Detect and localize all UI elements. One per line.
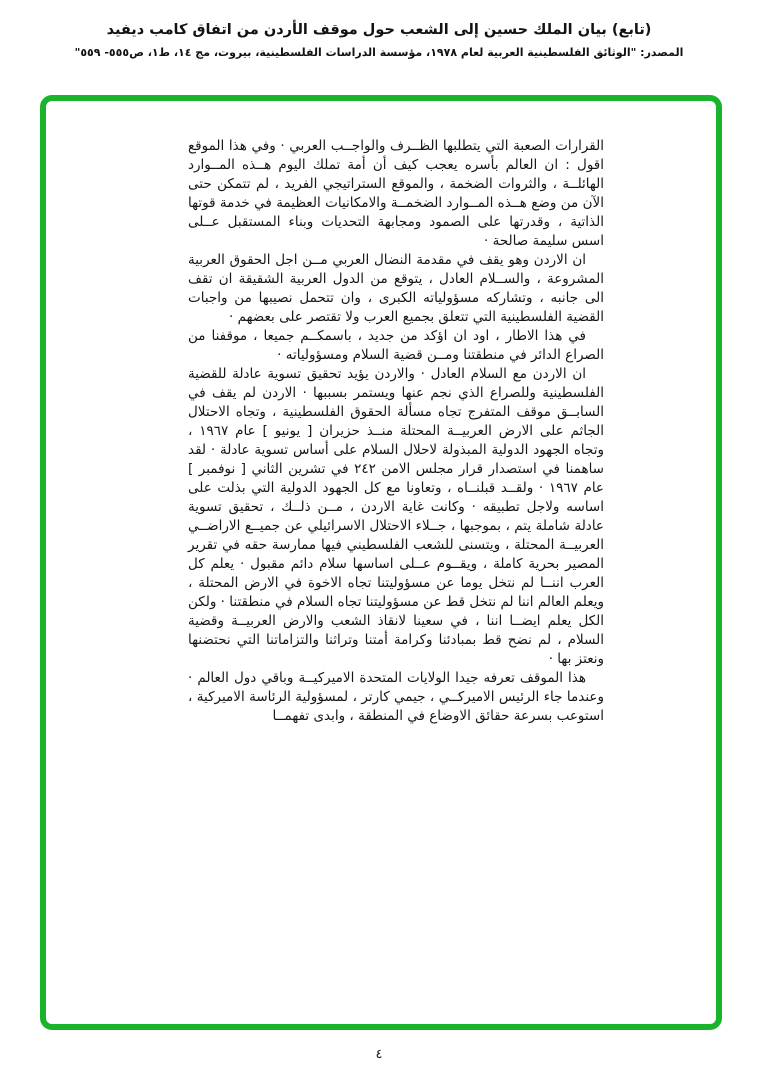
body-paragraph: في هذا الاطار ، اود ان اؤكد من جديد ، باسمكــم جميعا ، موقفنا من الصراع الدائر في منطقتنا ومــن قضية السلام ومسؤولياته ·	[188, 328, 604, 363]
page-header	[0, 22, 758, 59]
body-paragraph: القرارات الصعبة التي يتطلبها الظــرف والواجــب العربي · وفي هذا الموقع اقول : ان العالم بأسره يعجب كيف أن أمة تملك اليوم هــذه المــوارد الهائلــة ، والثروات الضخمة ، والموقع الستراتيجي الفريد ، لم تتمكن حتى الآن من وضع هــذه المــوارد الضخمــة والامكانيات العظيمة في خدمة قوتها الذاتية ، وقدرتها على الصمود ومجابهة التحديات وبناء المستقبل عــلى اسس سليمة صالحة ·	[188, 138, 604, 249]
document-title: (تابع) بيان الملك حسين إلى الشعب حول موقف الأردن من اتفاق كامب ديفيد	[106, 22, 652, 38]
body-paragraph: ان الاردن مع السلام العادل · والاردن يؤيد تحقيق تسوية عادلة للقضية الفلسطينية وللصراع الذي نجم عنها ويستمر بسببها · الاردن لم يقف في السابــق موقف المتفرج تجاه مسألة الحقوق الفلسطينية ، وتجاه الاحتلال الجاثم على الارض العربيــة المحتلة منــذ حزيران [ يونيو ] عام ١٩٦٧ ، وتجاه الجهود الدولية المبذولة لاحلال السلام على أساس تسوية عادلة · لقد ساهمنا في استصدار قرار مجلس الامن ٢٤٢ في تشرين الثاني [ نوفمبر ] عام ١٩٦٧ · ولقــد قبلنــاه ، وتعاونا مع كل الجهود الدولية التي بذلت على اساسه ولاجل تطبيقه · وكانت غاية الاردن ، مــن ذلــك ، تحقيق تسوية عادلة شاملة يتم ، بموجبها ، جــلاء الاحتلال الاسرائيلي عن جميــع الاراضــي العربيــة المحتلة ، ويتسنى للشعب الفلسطيني فيها ممارسة حقه في تقرير المصير بحرية كاملة ، ويقــوم عــلى اساسها سلام دائم مقبول · يعلم كل العرب اننــا لم نتخل يوما عن مسؤوليتنا تجاه الاخوة في الارض المحتلة ، ويعلم العالم اننا لم نتخل قط عن مسؤوليتنا تجاه السلام في منطقتنا · ولكن الكل يعلم ايضــا اننا ، في سعينا لانقاذ الشعب والارض العربيــة وقضية السلام ، لم نضح قط بمبادئنا وكرامة أمتنا وتراثنا والتزاماتنا التي نحتضنها ونعتز بها ·	[188, 366, 604, 667]
page-number: ٤	[375, 1047, 383, 1062]
source-citation: المصدر: "الوثائق الفلسطينية العربية لعام ١٩٧٨، مؤسسة الدراسات الفلسطينية، بيروت، مج ١٤، ط١، ص٥٥٥- ٥٥٩"	[74, 46, 684, 59]
green-border-frame	[40, 95, 722, 1030]
body-paragraph: ان الاردن وهو يقف في مقدمة النضال العربي مــن اجل الحقوق العربية المشروعة ، والســلام العادل ، يتوقع من الدول العربية الشقيقة ان تقف الى جانبه ، وتشاركه مسؤولياته الكبرى ، وان تتحمل نصيبها من واجبات القضية الفلسطينية التي تتعلق بجميع العرب ولا تقتصر على بعضهم ·	[188, 252, 604, 325]
body-text	[188, 137, 604, 726]
body-paragraph: هذا الموقف تعرفه جيدا الولايات المتحدة الاميركيــة وباقي دول العالم · وعندما جاء الرئيس الاميركــي ، جيمي كارتر ، لمسؤولية الرئاسة الاميركية ، استوعب بسرعة حقائق الاوضاع في المنطقة ، وابدى تفهمــا	[188, 670, 604, 724]
